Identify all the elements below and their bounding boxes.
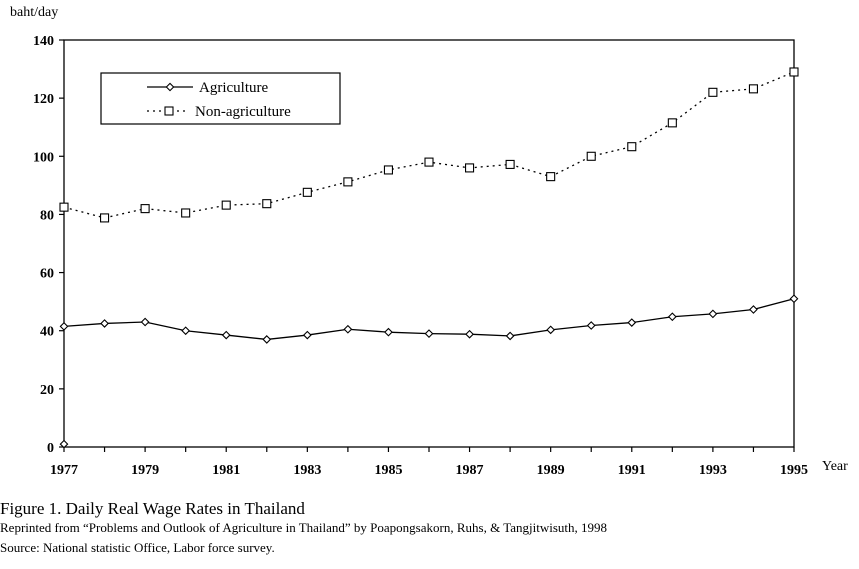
point-non-agriculture-1980 — [182, 209, 190, 217]
point-non-agriculture-1987 — [466, 164, 474, 172]
x-tick-label-1985: 1985 — [374, 463, 403, 478]
point-agriculture-1979 — [142, 318, 149, 325]
y-tick-label-60: 60 — [40, 266, 54, 282]
point-agriculture-1995 — [790, 295, 797, 302]
y-tick-label-20: 20 — [40, 382, 54, 398]
point-non-agriculture-1984 — [344, 178, 352, 186]
point-agriculture-1994 — [750, 306, 757, 313]
figure-caption-source: Source: National statistic Office, Labor force survey. — [0, 540, 275, 555]
point-agriculture-1985 — [385, 329, 392, 336]
point-non-agriculture-1994 — [749, 85, 757, 93]
x-tick-label-1981: 1981 — [212, 463, 241, 478]
point-agriculture-1989 — [547, 326, 554, 333]
y-tick-label-80: 80 — [40, 208, 54, 224]
point-agriculture-1992 — [669, 313, 676, 320]
point-non-agriculture-1981 — [222, 201, 230, 209]
legend-agriculture-label: Agriculture — [199, 80, 269, 96]
figure-caption-title: Figure 1. Daily Real Wage Rates in Thailand — [0, 499, 305, 518]
x-tick-label-1987: 1987 — [455, 463, 484, 478]
point-agriculture-1982 — [263, 336, 270, 343]
point-agriculture-1986 — [425, 330, 432, 337]
point-non-agriculture-1993 — [709, 88, 717, 96]
y-axis-title: baht/day — [10, 5, 59, 20]
x-tick-label-1993: 1993 — [698, 463, 727, 478]
point-non-agriculture-1982 — [263, 200, 271, 208]
x-tick-label-1991: 1991 — [617, 463, 646, 478]
x-axis — [50, 447, 808, 478]
legend-nonagriculture-marker — [165, 107, 173, 115]
point-agriculture-1978 — [101, 320, 108, 327]
point-agriculture-1984 — [344, 326, 351, 333]
y-tick-label-0: 0 — [47, 441, 54, 456]
point-non-agriculture-1990 — [587, 152, 595, 160]
point-agriculture-1991 — [628, 319, 635, 326]
legend-nonagriculture-label: Non-agriculture — [195, 104, 291, 120]
point-non-agriculture-1983 — [303, 188, 311, 196]
point-agriculture-1988 — [507, 332, 514, 339]
point-non-agriculture-1991 — [628, 143, 636, 151]
point-agriculture-1980 — [182, 327, 189, 334]
point-agriculture-1993 — [709, 310, 716, 317]
series-layer — [60, 68, 798, 448]
x-tick-label-1979: 1979 — [131, 463, 160, 478]
point-non-agriculture-1992 — [668, 119, 676, 127]
point-non-agriculture-1985 — [384, 166, 392, 174]
x-axis-title: Year — [822, 459, 848, 474]
point-non-agriculture-1977 — [60, 203, 68, 211]
figure-caption-reprint: Reprinted from “Problems and Outlook of Agriculture in Thailand” by Poapongsakorn, Ruhs, & Tangjitwisuth, 1998 — [0, 520, 608, 535]
x-tick-label-1995: 1995 — [780, 463, 808, 478]
legend — [101, 73, 340, 124]
point-agriculture-1977 — [60, 323, 67, 330]
x-tick-label-1989: 1989 — [536, 463, 565, 478]
point-agriculture-1987 — [466, 331, 473, 338]
point-agriculture-1983 — [304, 331, 311, 338]
point-non-agriculture-1989 — [547, 173, 555, 181]
point-agriculture-1981 — [223, 331, 230, 338]
point-agriculture-1990 — [588, 322, 595, 329]
y-axis — [33, 34, 64, 456]
point-non-agriculture-1995 — [790, 68, 798, 76]
y-tick-label-100: 100 — [33, 150, 54, 166]
point-non-agriculture-1979 — [141, 205, 149, 213]
y-tick-label-120: 120 — [33, 92, 54, 108]
point-non-agriculture-1988 — [506, 160, 514, 168]
x-tick-label-1983: 1983 — [293, 463, 322, 478]
x-tick-label-1977: 1977 — [50, 463, 78, 478]
y-tick-label-40: 40 — [40, 324, 54, 340]
y-tick-label-140: 140 — [33, 34, 54, 49]
point-non-agriculture-1986 — [425, 158, 433, 166]
point-non-agriculture-1978 — [101, 214, 109, 222]
